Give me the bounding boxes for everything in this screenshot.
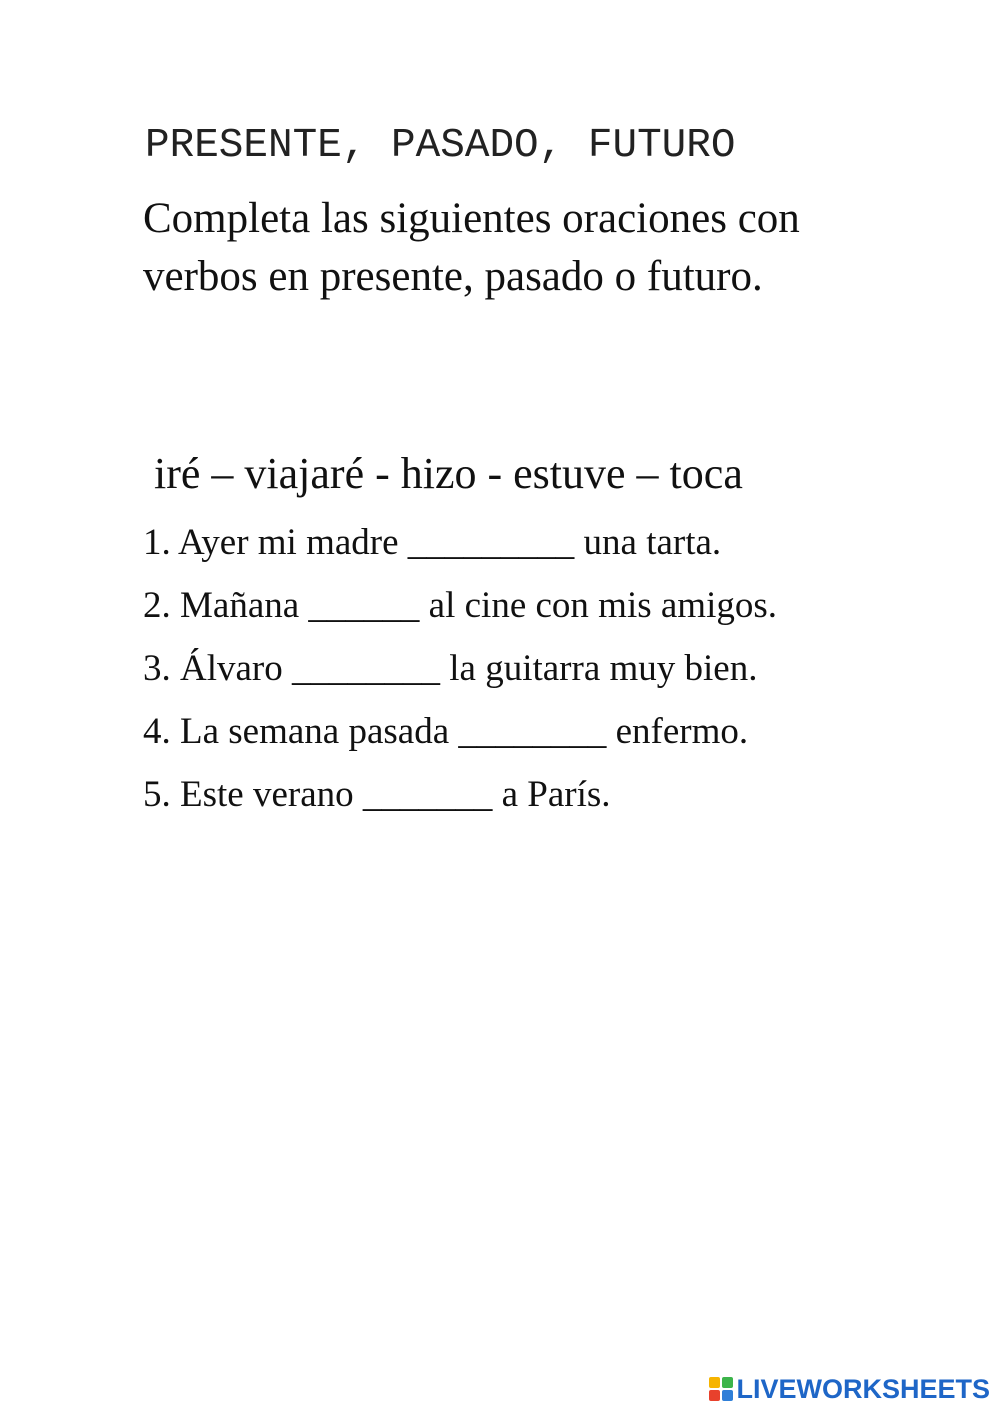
exercise-item-1: 1. Ayer mi madre _________ una tarta. (143, 522, 722, 563)
instructions-text: Completa las siguientes oraciones con verbos en presente, pasado o futuro. (143, 195, 800, 300)
exercise-list (143, 516, 777, 831)
logo-mark-cell (722, 1377, 733, 1388)
logo-mark-cell (722, 1390, 733, 1401)
logo-mark-cell (709, 1377, 720, 1388)
exercise-item-2: 2. Mañana ______ al cine con mis amigos. (143, 585, 778, 626)
worksheet-title: PRESENTE, PASADO, FUTURO (145, 123, 736, 169)
word-bank: iré – viajaré - hizo - estuve – toca (154, 449, 743, 498)
exercise-item-5: 5. Este verano _______ a París. (143, 774, 611, 815)
logo-text: LIVEWORKSHEETS (736, 1373, 990, 1404)
exercise-item-3: 3. Álvaro ________ la guitarra muy bien. (143, 648, 758, 689)
liveworksheets-logo (709, 1373, 990, 1405)
logo-mark-cell (709, 1390, 720, 1401)
logo-mark-icon (709, 1377, 733, 1401)
exercise-item-4: 4. La semana pasada ________ enfermo. (143, 711, 749, 752)
